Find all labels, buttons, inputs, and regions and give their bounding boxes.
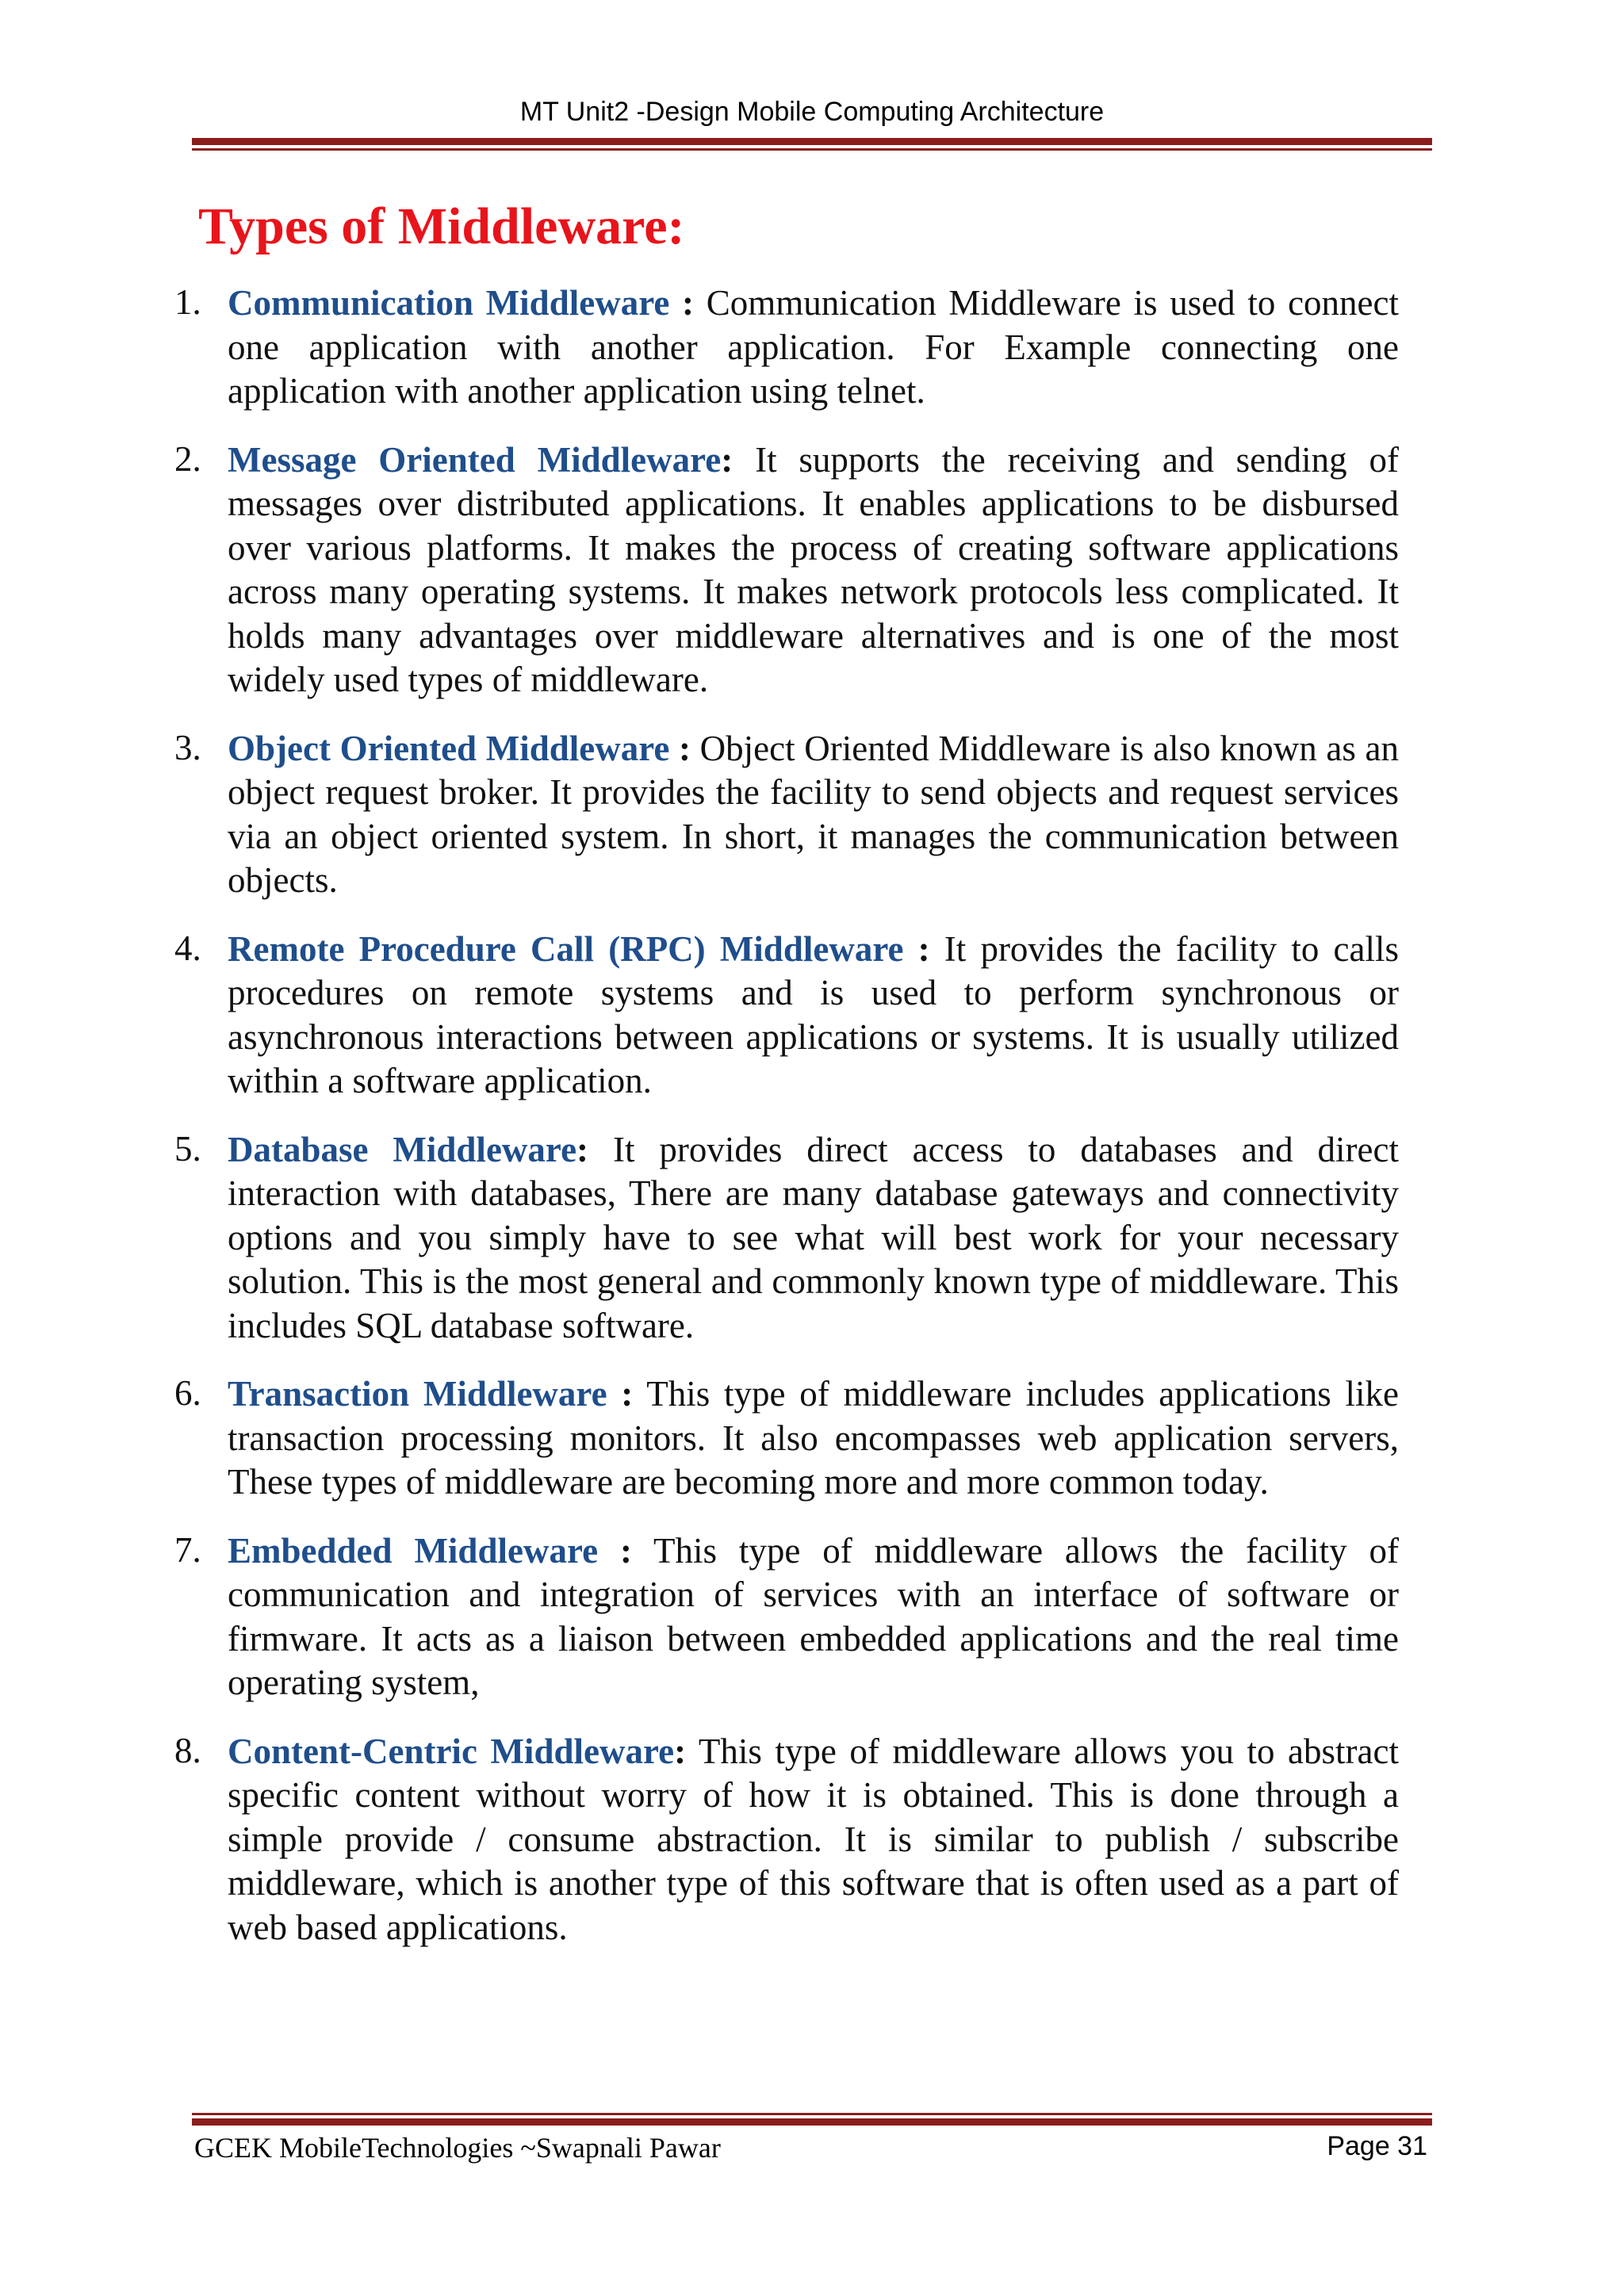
list-item-rpc bbox=[174, 928, 1399, 1104]
item-separator: : bbox=[598, 1530, 632, 1571]
page-header: MT Unit2 -Design Mobile Computing Architecture bbox=[519, 97, 1105, 127]
item-description: It supports the receiving and sending of messages over distributed applications. It enables applications to be disbursed over various platforms. It makes the process of creating software applications across many operating systems. It makes network protocols less complicated. It holds many advantages over middleware alternatives and is one of the most widely used types of middleware. bbox=[228, 439, 1399, 699]
item-description: Object Oriented Middleware is also known as an object request broker. It provides the facility to send objects and request services via an object oriented system. In short, it manages the communication between objects. bbox=[228, 728, 1399, 900]
list-item-database bbox=[174, 1128, 1399, 1349]
item-term: Content-Centric Middleware bbox=[228, 1731, 675, 1771]
header-rule-thick bbox=[192, 138, 1432, 145]
item-separator: : bbox=[674, 1731, 687, 1771]
list-item-content-centric bbox=[174, 1730, 1399, 1950]
footer-author: GCEK MobileTechnologies ~Swapnali Pawar bbox=[194, 2132, 721, 2164]
item-term: Message Oriented Middleware bbox=[228, 439, 722, 480]
item-description: This type of middleware allows the facility of communication and integration of services with an interface of software or firmware. It acts as a liaison between embedded applications and the real time operating system, bbox=[228, 1530, 1399, 1702]
list-item-object-oriented bbox=[174, 727, 1399, 903]
list-number: 6. bbox=[174, 1373, 201, 1413]
header-rule-thin bbox=[192, 148, 1432, 151]
item-separator: : bbox=[669, 283, 695, 323]
list-number: 2. bbox=[174, 438, 201, 479]
list-item-transaction bbox=[174, 1372, 1399, 1505]
item-separator: : bbox=[903, 928, 930, 969]
item-description: Communication Middleware is used to connect one application with another application. For Example connecting one application with another application using telnet. bbox=[228, 283, 1399, 411]
item-term: Communication Middleware bbox=[228, 283, 670, 323]
list-number: 1. bbox=[174, 282, 201, 322]
list-number: 5. bbox=[174, 1128, 201, 1169]
list-number: 8. bbox=[174, 1730, 201, 1770]
list-item-communication bbox=[174, 281, 1399, 414]
item-term: Database Middleware bbox=[228, 1129, 577, 1169]
item-separator: : bbox=[669, 728, 691, 768]
middleware-types-list bbox=[174, 281, 1399, 1974]
list-item-embedded bbox=[174, 1529, 1399, 1705]
page-number: Page 31 bbox=[1327, 2131, 1427, 2161]
footer-rule-thin bbox=[192, 2113, 1432, 2115]
item-description: This type of middleware allows you to abstract specific content without worry of how it is obtained. This is done through a simple provide / consume abstraction. It is similar to publish / subscribe middleware, which is another type of this software that is often used as a part of web based applications. bbox=[228, 1731, 1399, 1947]
footer-rule-thick bbox=[192, 2118, 1432, 2126]
list-number: 7. bbox=[174, 1529, 201, 1570]
item-description: It provides direct access to databases and direct interaction with databases, There are many database gateways and connectivity options and you simply have to see what will best work for your necessary solution. This is the most general and commonly known type of middleware. This includes SQL database software. bbox=[228, 1129, 1399, 1345]
list-number: 3. bbox=[174, 727, 201, 767]
item-term: Transaction Middleware bbox=[228, 1374, 607, 1414]
item-term: Object Oriented Middleware bbox=[228, 728, 670, 768]
item-term: Remote Procedure Call (RPC) Middleware bbox=[228, 928, 904, 969]
list-item-message-oriented bbox=[174, 438, 1399, 702]
list-number: 4. bbox=[174, 928, 201, 968]
item-description: This type of middleware includes applications like transaction processing monitors. It also encompasses web application servers, These types of middleware are becoming more and more common today. bbox=[228, 1374, 1399, 1502]
item-separator: : bbox=[607, 1374, 634, 1414]
item-description: It provides the facility to calls procedures on remote systems and is used to perform synchronous or asynchronous interactions between applications or systems. It is usually utilized within a software application. bbox=[228, 928, 1399, 1100]
item-separator: : bbox=[721, 439, 733, 480]
item-term: Embedded Middleware bbox=[228, 1530, 599, 1571]
item-separator: : bbox=[576, 1129, 589, 1169]
section-title: Types of Middleware: bbox=[198, 197, 685, 255]
